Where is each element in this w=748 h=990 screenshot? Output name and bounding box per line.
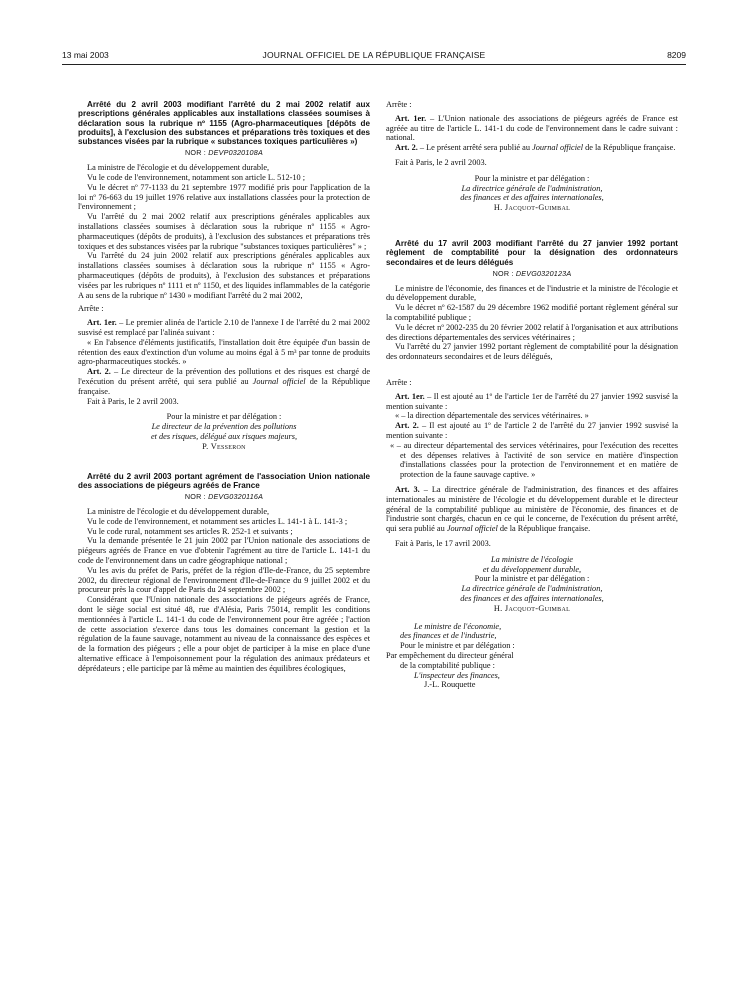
left-column — [78, 100, 370, 674]
decree-2-visa: Vu le code de l'environnement, et notamment ses articles L. 141-1 à L. 141-3 ; — [87, 516, 348, 526]
decree-1-visa: La ministre de l'écologie et du développement durable, — [87, 163, 270, 173]
decree-2-nor-code: DEVG0320116A — [208, 492, 264, 502]
header-date: 13 mai 2003 — [62, 50, 109, 60]
decree-1-visa: Vu l'arrêté du 24 juin 2002 relatif aux prescriptions générales applicables aux installations classées soumises à déclaration sous la rubrique nº 1155 « Agro-pharmaceutiques (dépôts de produits), à l'exclusion des substances et préparations visées par les rubriques nº 1111 et nº 1150, et des liquides inflammables de la catégorie A au sens de la rubrique nº 1430 » modifiant l'arrêté du 2 mai 2002, — [78, 251, 370, 300]
decree-2-nor: NOR : DEVG0320116A — [184, 492, 264, 502]
page-header — [62, 50, 686, 64]
decree-3-title: Arrêté du 17 avril 2003 modifiant l'arrêté du 27 janvier 1992 portant règlement de comptabilité pour la désignation des ordonnateurs secondaires et de leurs délégués — [386, 238, 678, 267]
decree-2-article-1: Art. 1er. – L'Union nationale des associations de piégeurs agréés de France est agréée au titre de l'article L. 141-1 du code de l'environnement dans le cadre suivant : national. — [386, 113, 678, 143]
decree-3-signature-ecology: La ministre de l'écologie et du développement durable, Pour la ministre et par délégation : La directrice générale de l'administration, des finances et des affaires internationales, H. Jacquot-Guimbal — [386, 555, 678, 614]
decree-3-arrete: Arrête : — [386, 378, 412, 388]
right-column — [386, 100, 678, 690]
decree-1-arrete: Arrête : — [78, 304, 104, 314]
decree-2-visa: La ministre de l'écologie et du développement durable, — [87, 506, 270, 516]
decree-2-considerant: Considérant que l'Union nationale des associations de piégeurs agréés de France, dont le siège social est situé 48, rue d'Alésia, Paris 75014, remplit les conditions mentionnées à l'article L. 141-1 du code de l'environnement pour être agréée ; l'action de cette association s'exerce dans tous les domaines concernant la gestion et la régulation de la faune sauvage, notamment au niveau de la connaissance des espèces et de la formation des piégeurs ; elle a pour objet de participer à la mise en place d'une alternative efficace à l'empoisonnement pour la régulation des animaux prédateurs et déprédateurs ; elle participe par là même au maintien des équilibres écologiques, — [78, 595, 370, 673]
decree-3-article-2-quote: « – au directeur départemental des services vétérinaires, pour l'exécution des recettes et des dépenses relatives à l'activité de son service en matière d'inspection d'installations classées pour la protection de l'environnement et en matière de protection de la faune sauvage captive. » — [390, 440, 678, 480]
decree-3-visa: Vu l'arrêté du 27 janvier 1992 portant règlement de comptabilité pour la désignation des ordonnateurs secondaires et de leurs délégués, — [386, 342, 678, 362]
decree-3-visa: Le ministre de l'économie, des finances et de l'industrie et la ministre de l'écologie et du développement durable, — [386, 283, 678, 303]
decree-3-signature-economy: Le ministre de l'économie, des finances et de l'industrie, Pour le ministre et par délégation : Par empêchement du directeur général de la comptabilité publique : L'inspecteur des finances, J.-L. Rouquette — [386, 622, 678, 691]
spacer — [386, 213, 678, 239]
decree-2-visa: Vu les avis du préfet de Paris, préfet de la région d'Ile-de-France, du 25 septembre 2002, du directeur régional de l'environnement d'Ile-de-France du 9 juillet 2002 et du procureur près la cour d'appel de Paris du 24 septembre 2002 ; — [78, 565, 370, 595]
decree-2-fait: Fait à Paris, le 2 avril 2003. — [395, 157, 487, 167]
decree-1-nor: NOR : DEVP0320108A — [185, 148, 263, 158]
decree-1-visa: Vu le décret nº 77-1133 du 21 septembre 1977 modifié pris pour l'application de la loi nº 76-663 du 19 juillet 1976 relative aux installations classées pour la protection de l'environnement ; — [78, 182, 370, 212]
decree-3-signatory-ecology: H. Jacquot-Guimbal — [493, 603, 571, 613]
decree-3-fait: Fait à Paris, le 17 avril 2003. — [395, 538, 491, 548]
decree-1-article-1-quote: « En l'absence d'éléments justificatifs, l'installation doit être équipée d'un bassin de rétention des eaux d'extinction d'un volume au moins égal à 5 m³ par tonne de produits agro-pharmaceutiques stockés. » — [78, 337, 370, 367]
decree-1-title: Arrêté du 2 avril 2003 modifiant l'arrêté du 2 mai 2002 relatif aux prescriptions générales applicables aux installations classées soumises à déclaration sous la rubrique nº 1155 (Agro-pharmaceutiques [dépôts de produits], à l'exclusion des substances et préparations très toxiques et des substances visées par la rubrique « substances toxiques particulières ») — [78, 100, 370, 147]
decree-3-article-2: Art. 2. – Il est ajouté au 1º de l'article 2 de l'arrêté du 27 janvier 1992 susvisé la mention suivante : — [386, 421, 679, 441]
decree-1-signature: Pour la ministre et par délégation : Le directeur de la prévention des pollutions et des risques, délégué aux risques majeurs, P. Vesseron — [78, 412, 370, 451]
decree-3-visa: Vu le décret nº 62-1587 du 29 décembre 1962 modifié portant règlement général sur la comptabilité publique ; — [386, 303, 678, 323]
decree-3-article-1-quote: « – la direction départementale des services vétérinaires. » — [395, 411, 589, 421]
decree-2-signature: Pour la ministre et par délégation : La directrice générale de l'administration, des finances et des affaires internationales, H. Jacquot-Guimbal — [386, 174, 678, 213]
decree-3-signatory-economy: J.-L. Rouquette — [424, 680, 476, 690]
decree-2-visa: Vu la demande présentée le 21 juin 2002 par l'Union nationale des associations de piégeurs agréés de France en vue d'obtenir l'agrément au titre de l'article L. 141-1 du code de l'environnement dans un cadre géographique national ; — [78, 536, 370, 565]
decree-3-nor: NOR : DEVG0320123A — [492, 268, 572, 278]
decree-2-signatory: H. Jacquot-Guimbal — [493, 203, 571, 213]
decree-1-visa: Vu l'arrêté du 2 mai 2002 relatif aux prescriptions générales applicables aux installations classées soumises à déclaration sous la rubrique nº 1155 « Agro-pharmaceutiques (dépôts de produits), à l'exclusion des substances et préparations très toxiques et des substances visées par la rubrique "substances toxiques particulières" » ; — [78, 212, 370, 251]
decree-3-nor-code: DEVG0320123A — [515, 268, 572, 278]
decree-2-title: Arrêté du 2 avril 2003 portant agrément de l'association Union nationale des associations de piégeurs agréés de France — [78, 471, 370, 490]
decree-1-signatory: P. Vesseron — [202, 441, 246, 451]
header-rule — [62, 64, 686, 65]
decree-3-article-3: Art. 3. – La directrice générale de l'administration, des finances et des affaires internationales au ministère de l'écologie et du développement durable et le directeur général de la comptabilité publique au ministère de l'économie, des finances et de l'industrie sont chargés, chacun en ce qui le concerne, de l'exécution du présent arrêté, qui sera publié au Journal officiel de la République française. — [386, 485, 678, 534]
decree-2-visa: Vu le code rural, notamment ses articles R. 252-1 et suivants ; — [87, 526, 293, 536]
decree-1-article-1: Art. 1er. – Le premier alinéa de l'article 2.10 de l'annexe I de l'arrêté du 2 mai 2002 susvisé est remplacé par l'alinéa suivant : — [78, 318, 370, 338]
header-page-number: 8209 — [667, 50, 686, 60]
decree-1-visa: Vu le code de l'environnement, notamment son article L. 512-10 ; — [87, 173, 306, 183]
decree-1-fait: Fait à Paris, le 2 avril 2003. — [87, 396, 179, 406]
decree-1-nor-code: DEVP0320108A — [208, 148, 263, 158]
decree-3-visa: Vu le décret nº 2002-235 du 20 février 2002 relatif à l'organisation et aux attributions des directions départementales des services vétérinaires ; — [386, 322, 678, 342]
header-journal-title: JOURNAL OFFICIEL DE LA RÉPUBLIQUE FRANÇAISE — [262, 50, 486, 60]
decree-1-article-2: Art. 2. – Le directeur de la prévention des pollutions et des risques est chargé de l'exécution du présent arrêté, qui sera publié au Journal officiel de la République française. — [78, 367, 370, 396]
decree-2-arrete: Arrête : — [386, 100, 412, 109]
decree-3-article-1: Art. 1er. – Il est ajouté au 1º de l'article 1er de l'arrêté du 27 janvier 1992 susvisé la mention suivante : — [386, 391, 678, 411]
decree-2-article-2: Art. 2. – Le présent arrêté sera publié au Journal officiel de la République française. — [395, 143, 676, 153]
